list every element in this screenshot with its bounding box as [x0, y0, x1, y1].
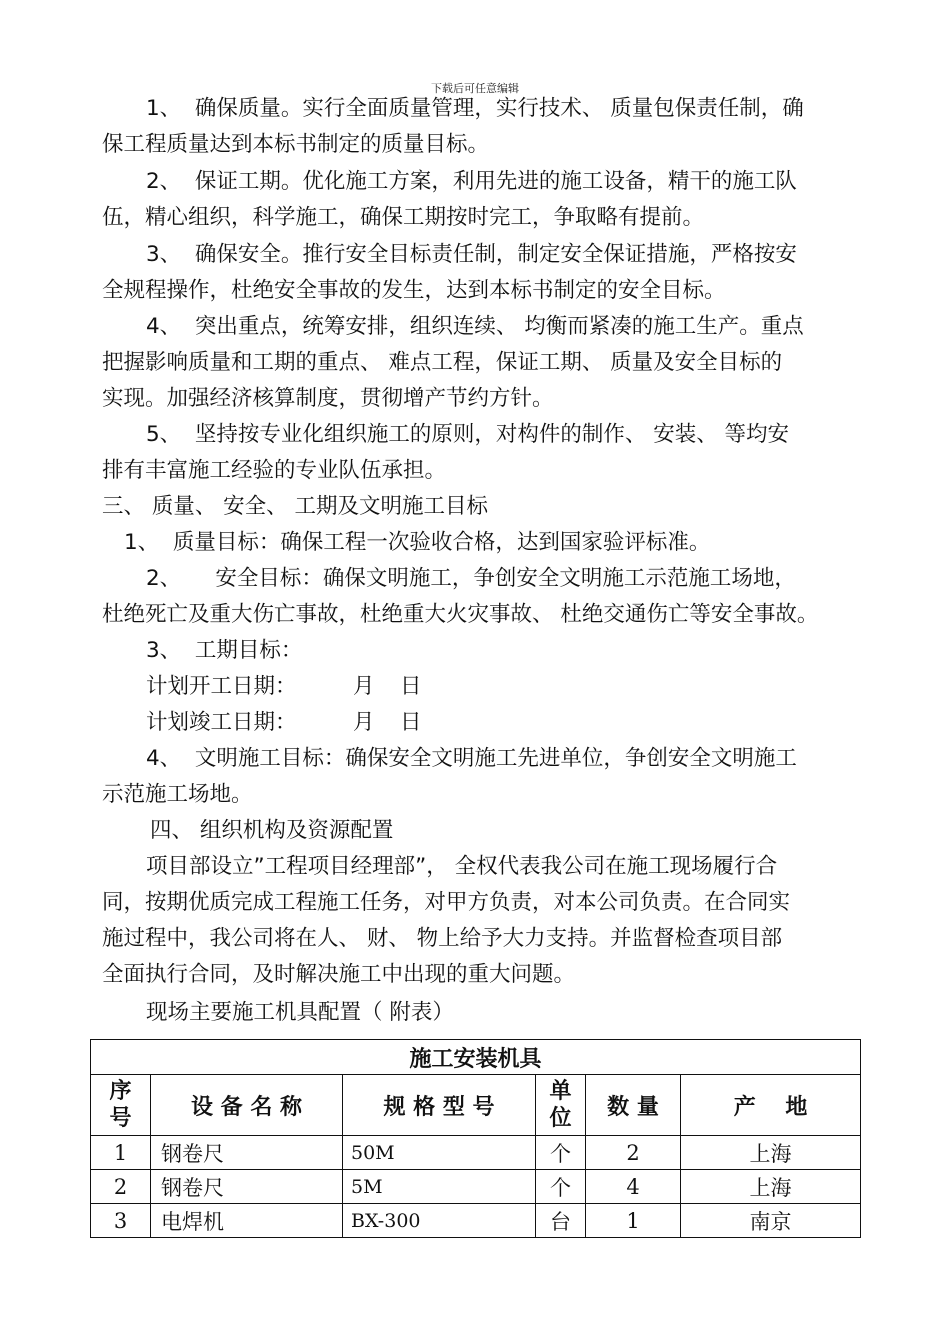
section4-line2: 同，按期优质完成工程施工任务，对甲方负责，对本公司负责。在合同实 [102, 890, 791, 915]
section3-title: 三、 质量、 安全、 工期及文明施工目标 [102, 494, 489, 519]
goal3-line [146, 636, 302, 666]
table-row [91, 1136, 861, 1170]
table-caption: 现场主要施工机具配置（ 附表） [146, 1000, 454, 1025]
table-title: 施工安装机具 [91, 1040, 861, 1075]
start-month: 月 [353, 674, 375, 699]
p3-line1 [146, 240, 797, 270]
goal2-line2: 杜绝死亡及重大伤亡事故，杜绝重大火灾事故、 杜绝交通伤亡等安全事故。 [102, 602, 819, 627]
goal3-text: 工期目标： [194, 638, 303, 663]
goal3-number: 3、 [146, 638, 182, 663]
header-qty: 数 量 [586, 1075, 681, 1136]
p3-number: 3、 [146, 242, 182, 267]
end-month: 月 [353, 710, 375, 735]
cell-qty: 2 [586, 1136, 681, 1170]
p4-line1 [146, 312, 804, 342]
cell-qty: 1 [586, 1204, 681, 1238]
header-unit [536, 1075, 586, 1136]
p3-text: 确保安全。推行安全目标责任制，制定安全保证措施，严格按安 [194, 242, 797, 267]
cell-no: 1 [91, 1136, 151, 1170]
header-origin: 产 地 [681, 1075, 861, 1136]
cell-name: 钢卷尺 [151, 1170, 343, 1204]
p5-line1 [146, 420, 789, 450]
start-day: 日 [400, 674, 422, 699]
header-no [91, 1075, 151, 1136]
section4-line3: 施过程中，我公司将在人、 财、 物上给予大力支持。并监督检查项目部 [102, 926, 783, 951]
section4-line1: 项目部设立”工程项目经理部”， 全权代表我公司在施工现场履行合 [146, 854, 778, 879]
section4-line4: 全面执行合同，及时解决施工中出现的重大问题。 [102, 962, 576, 987]
goal4-line2: 示范施工场地。 [102, 782, 253, 807]
p3-line2: 全规程操作，杜绝安全事故的发生，达到本标书制定的安全目标。 [102, 278, 726, 303]
section4-title: 四、 组织机构及资源配置 [150, 818, 394, 843]
header-name: 设 备 名 称 [151, 1075, 343, 1136]
goal1-text: 质量目标：确保工程一次验收合格，达到国家验评标准。 [172, 530, 711, 555]
goal2-text: 安全目标：确保文明施工，争创安全文明施工示范施工场地， [215, 566, 796, 591]
table-row [91, 1170, 861, 1204]
cell-unit: 个 [536, 1136, 586, 1170]
table-header-row [91, 1075, 861, 1136]
p2-line2: 伍，精心组织，科学施工，确保工期按时完工，争取略有提前。 [102, 205, 705, 230]
cell-unit: 个 [536, 1170, 586, 1204]
p2-number: 2、 [146, 169, 182, 194]
goal1-number: 1、 [124, 530, 160, 555]
cell-no: 3 [91, 1204, 151, 1238]
header-no-bottom: 号 [109, 1105, 132, 1131]
p1-number: 1、 [146, 96, 182, 121]
end-day: 日 [400, 710, 422, 735]
cell-spec: 50M [343, 1136, 536, 1170]
p4-number: 4、 [146, 314, 182, 339]
cell-no: 2 [91, 1170, 151, 1204]
p5-number: 5、 [146, 422, 182, 447]
cell-origin: 南京 [681, 1204, 861, 1238]
header-spec: 规 格 型 号 [343, 1075, 536, 1136]
cell-unit: 台 [536, 1204, 586, 1238]
p2-text: 保证工期。优化施工方案，利用先进的施工设备，精干的施工队 [194, 169, 797, 194]
goal4-number: 4、 [146, 746, 182, 771]
p5-line2: 排有丰富施工经验的专业队伍承担。 [102, 458, 447, 483]
p4-line3: 实现。加强经济核算制度，贯彻增产节约方针。 [102, 386, 554, 411]
p1-line1 [146, 94, 804, 124]
goal2-number: 2、 [146, 566, 182, 591]
p4-line2: 把握影响质量和工期的重点、 难点工程，保证工期、 质量及安全目标的 [102, 350, 783, 375]
cell-spec: 5M [343, 1170, 536, 1204]
goal4-text: 文明施工目标：确保安全文明施工先进单位，争创安全文明施工 [194, 746, 797, 771]
p1-text: 确保质量。实行全面质量管理，实行技术、 质量包保责任制，确 [194, 96, 804, 121]
cell-name: 电焊机 [151, 1204, 343, 1238]
goal2-line1 [146, 564, 796, 594]
cell-qty: 4 [586, 1170, 681, 1204]
header-note: 下载后可任意编辑 [431, 82, 519, 95]
p2-line1 [146, 167, 797, 197]
cell-origin: 上海 [681, 1170, 861, 1204]
goal4-line1 [146, 744, 797, 774]
p1-line2: 保工程质量达到本标书制定的质量目标。 [102, 132, 490, 157]
header-unit-top: 单 [549, 1078, 572, 1104]
header-unit-bottom: 位 [549, 1105, 572, 1131]
p5-text: 坚持按专业化组织施工的原则，对构件的制作、 安装、 等均安 [194, 422, 790, 447]
table-title-row [91, 1040, 861, 1075]
table-row [91, 1204, 861, 1238]
start-date-label: 计划开工日期： [146, 674, 297, 699]
cell-origin: 上海 [681, 1136, 861, 1170]
goal1-line [124, 528, 710, 558]
cell-spec: BX-300 [343, 1204, 536, 1238]
end-date-label: 计划竣工日期： [146, 710, 297, 735]
header-no-top: 序 [109, 1078, 132, 1104]
equipment-table [90, 1039, 861, 1238]
p4-text: 突出重点，统筹安排，组织连续、 均衡而紧凑的施工生产。重点 [194, 314, 804, 339]
cell-name: 钢卷尺 [151, 1136, 343, 1170]
